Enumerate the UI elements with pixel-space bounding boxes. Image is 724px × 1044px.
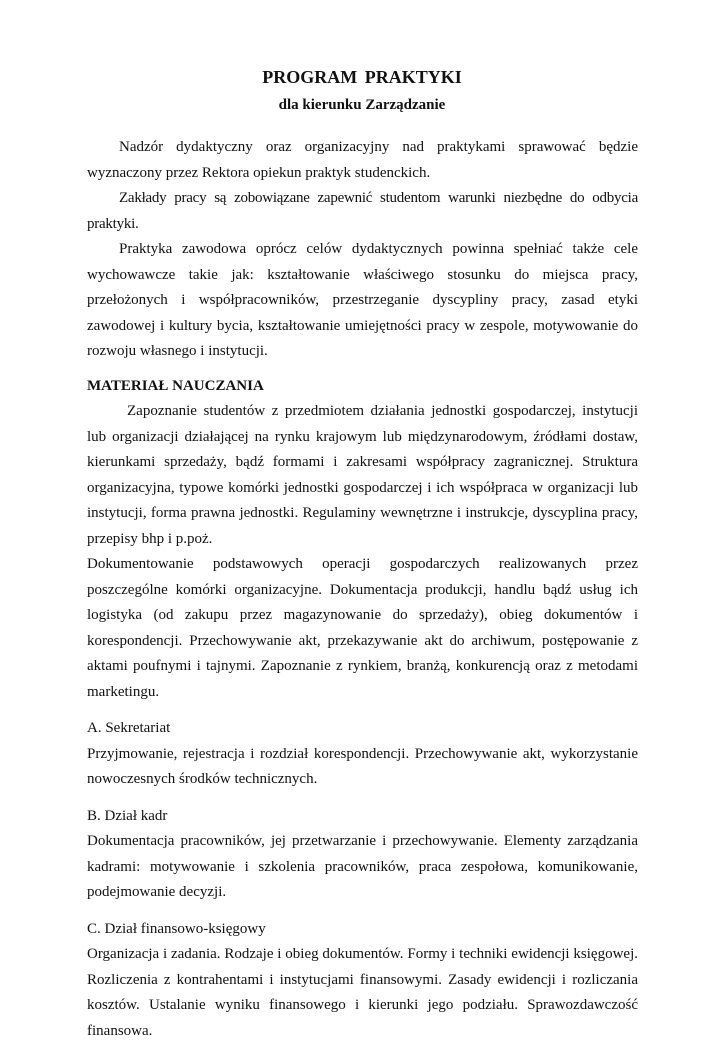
intro-paragraph-goals: Praktyka zawodowa oprócz celów dydaktycznych powinna spełniać także cele wychowawcze takie jak: kształtowanie właściwego stosunku do miejsca pracy, przełożonych i współpracowników, przestrzeganie dyscypliny pracy, zasad etyki zawodowej i kultury bycia, kształtowanie umiejętności pracy w zespole, motywowanie do rozwoju własnego i instytucji. [87, 241, 638, 359]
material-paragraph-2: Dokumentowanie podstawowych operacji gospodarczych realizowanych przez poszczególne komórki organizacyjne. Dokumentacja produkcji, handlu bądź usług ich logistyka (od zakupu przez magazynowanie do sprzedaży), obieg dokumentów i korespondencji. Przechowywanie akt, przekazywanie akt do archiwum, postępowanie z aktami poufnymi i tajnymi. Zapoznanie z rynkiem, branżą, konkurencją oraz z metodami marketingu. [87, 556, 638, 700]
section-text-hr: Dokumentacja pracowników, jej przetwarzanie i przechowywanie. Elementy zarządzania kadrami: motywowanie i szkolenia pracowników, praca zespołowa, komunikowanie, podejmowanie decyzji. [87, 833, 638, 900]
material-paragraph-1: Zapoznanie studentów z przedmiotem działania jednostki gospodarczej, instytucji lub organizacji działającej na rynku krajowym lub międzynarodowym, źródłami dostaw, kierunkami sprzedaży, bądź formami i zakresami współpracy zagranicznej. Struktura organizacyjna, typowe komórki jednostki gospodarczej i ich współpraca w organizacji lub instytucji, forma prawna jednostki. Regulaminy wewnętrzne i instrukcje, dyscyplina pracy, przepisy bhp i p.poż. [87, 403, 638, 547]
intro-paragraph-supervision: Nadzór dydaktyczny oraz organizacyjny nad praktykami sprawować będzie wyznaczony przez Rektora opiekun praktyk studenckich. [87, 139, 638, 181]
section-heading-finance: C. Dział finansowo-księgowy [87, 920, 266, 937]
section-heading-hr: B. Dział kadr [87, 807, 168, 824]
document-subtitle: dla kierunku Zarządzanie [278, 97, 446, 113]
material-heading: MATERIAŁ NAUCZANIA [87, 377, 264, 394]
section-heading-secretariat: A. Sekretariat [87, 720, 171, 736]
section-text-secretariat: Przyjmowanie, rejestracja i rozdział korespondencji. Przechowywanie akt, wykorzystanie nowoczesnych środków technicznych. [87, 745, 638, 787]
document-title: PROGRAM PRAKTYKI [262, 67, 462, 87]
section-text-finance: Organizacja i zadania. Rodzaje i obieg dokumentów. Formy i techniki ewidencji księgowej. Rozliczenia z kontrahentami i instytucjami finansowymi. Zasady ewidencji i rozliczania kosztów. Ustalanie wyniku finansowego i kierunki jego podziału. Sprawozdawczość finansowa. [87, 946, 638, 1039]
document-body [87, 135, 638, 1044]
intro-paragraph-workplaces: Zakłady pracy są zobowiązane zapewnić studentom warunki niezbędne do odbycia praktyki. [87, 190, 638, 232]
